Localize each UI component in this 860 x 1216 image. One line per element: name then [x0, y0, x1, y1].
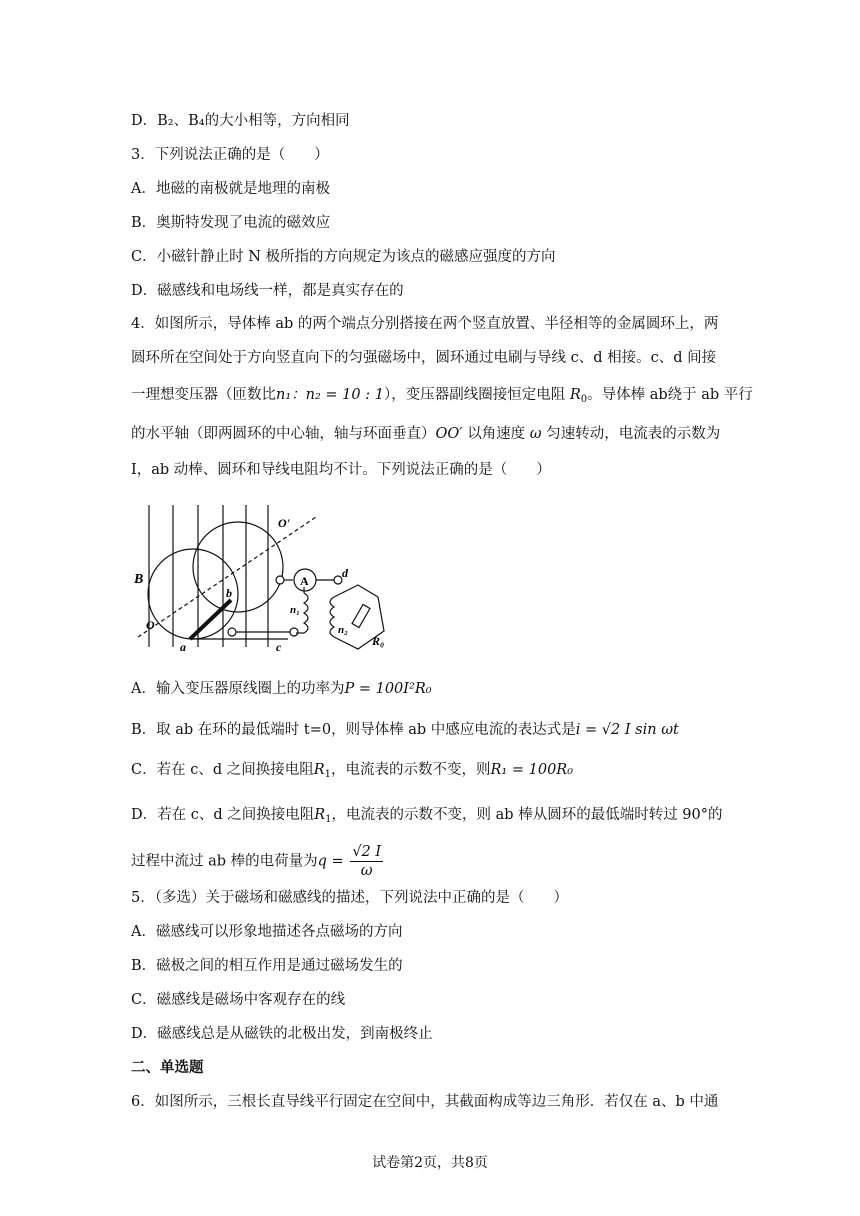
label-n1: n₁ [290, 604, 300, 616]
q3-option-d: D．磁感线和电场线一样，都是真实存在的 [131, 283, 404, 299]
label-a: a [180, 640, 186, 654]
q5-option-d: D．磁感线总是从磁铁的北极出发，到南极终止 [131, 1026, 433, 1042]
label-n2: n₂ [338, 624, 348, 636]
q5-stem: 5．（多选）关于磁场和磁感线的描述，下列说法中正确的是（ ） [131, 890, 568, 906]
q5-option-c: C．磁感线是磁场中客观存在的线 [131, 992, 346, 1008]
q3-option-b: B．奥斯特发现了电流的磁效应 [131, 215, 331, 231]
q4-option-d: D．若在 c、d 之间换接电阻$R_1$，电流表的示数不变，则 ab 棒从圆环的最低端时转过 90°的 [131, 807, 723, 825]
q4-line-1: 4．如图所示，导体棒 ab 的两个端点分别搭接在两个竖直放置、半径相等的金属圆环上，两 [131, 316, 719, 332]
q2-option-d: D．B₂、B₄的大小相等，方向相同 [131, 113, 350, 129]
q4-line-5: I，ab 动棒、圆环和导线电阻均不计。下列说法正确的是（ ） [131, 462, 551, 478]
q4-line-2: 圆环所在空间处于方向竖直向下的匀强磁场中，圆环通过电刷与导线 c、d 相接。c、d 间接 [131, 350, 717, 366]
q6-line-1: 6．如图所示，三根长直导线平行固定在空间中，其截面构成等边三角形．若仅在 a、b 中通 [131, 1094, 719, 1110]
q4-figure [128, 497, 398, 657]
q4-line-3: 一理想变压器（匝数比n₁：n₂ = 10 : 1），变压器副线圈接恒定电阻 $R_0$。导体棒 ab绕于 ab 平行 [131, 387, 753, 405]
q4-option-a: A．输入变压器原线圈上的功率为P = 100I²R₀ [131, 681, 432, 697]
q4-option-b: B．取 ab 在环的最低端时 t=0，则导体棒 ab 中感应电流的表达式是i = √2 I sin ωt [131, 722, 679, 738]
q4-line-4: 的水平轴（即两圆环的中心轴，轴与环面垂直）OO′ 以角速度 ω 匀速转动，电流表的示数为 [131, 426, 721, 442]
q5-option-b: B．磁极之间的相互作用是通过磁场发生的 [131, 958, 403, 974]
q5-option-a: A．磁感线可以形象地描述各点磁场的方向 [131, 924, 403, 940]
turns-ratio: n₁：n₂ = 10 : 1 [276, 387, 384, 403]
q4-option-d-line2: 过程中流过 ab 棒的电荷量为q = $\frac{√2 I}{\omega}$ [131, 844, 382, 879]
page-footer: 试卷第2页，共8页 [372, 1155, 488, 1171]
charge-fraction: $\frac{√2 I}{\omega}$ [352, 844, 382, 879]
q3-option-c: C．小磁针静止时 N 极所指的方向规定为该点的磁感应强度的方向 [131, 249, 556, 265]
q3-stem: 3．下列说法正确的是（ ） [131, 147, 329, 163]
label-c: c [276, 640, 282, 654]
q4-option-c: C．若在 c、d 之间换接电阻$R_1$，电流表的示数不变，则R₁ = 100R₀ [131, 762, 574, 780]
label-O: O [146, 618, 155, 632]
section-heading: 二、单选题 [131, 1059, 204, 1076]
label-R0: R₀ [372, 634, 385, 648]
label-ammeter: A [300, 574, 309, 588]
q3-option-a: A．地磁的南极就是地理的南极 [131, 181, 330, 197]
label-d: d [342, 566, 348, 580]
label-O-prime: O' [278, 516, 290, 530]
label-b: b [226, 586, 232, 600]
label-B: B [134, 572, 144, 587]
